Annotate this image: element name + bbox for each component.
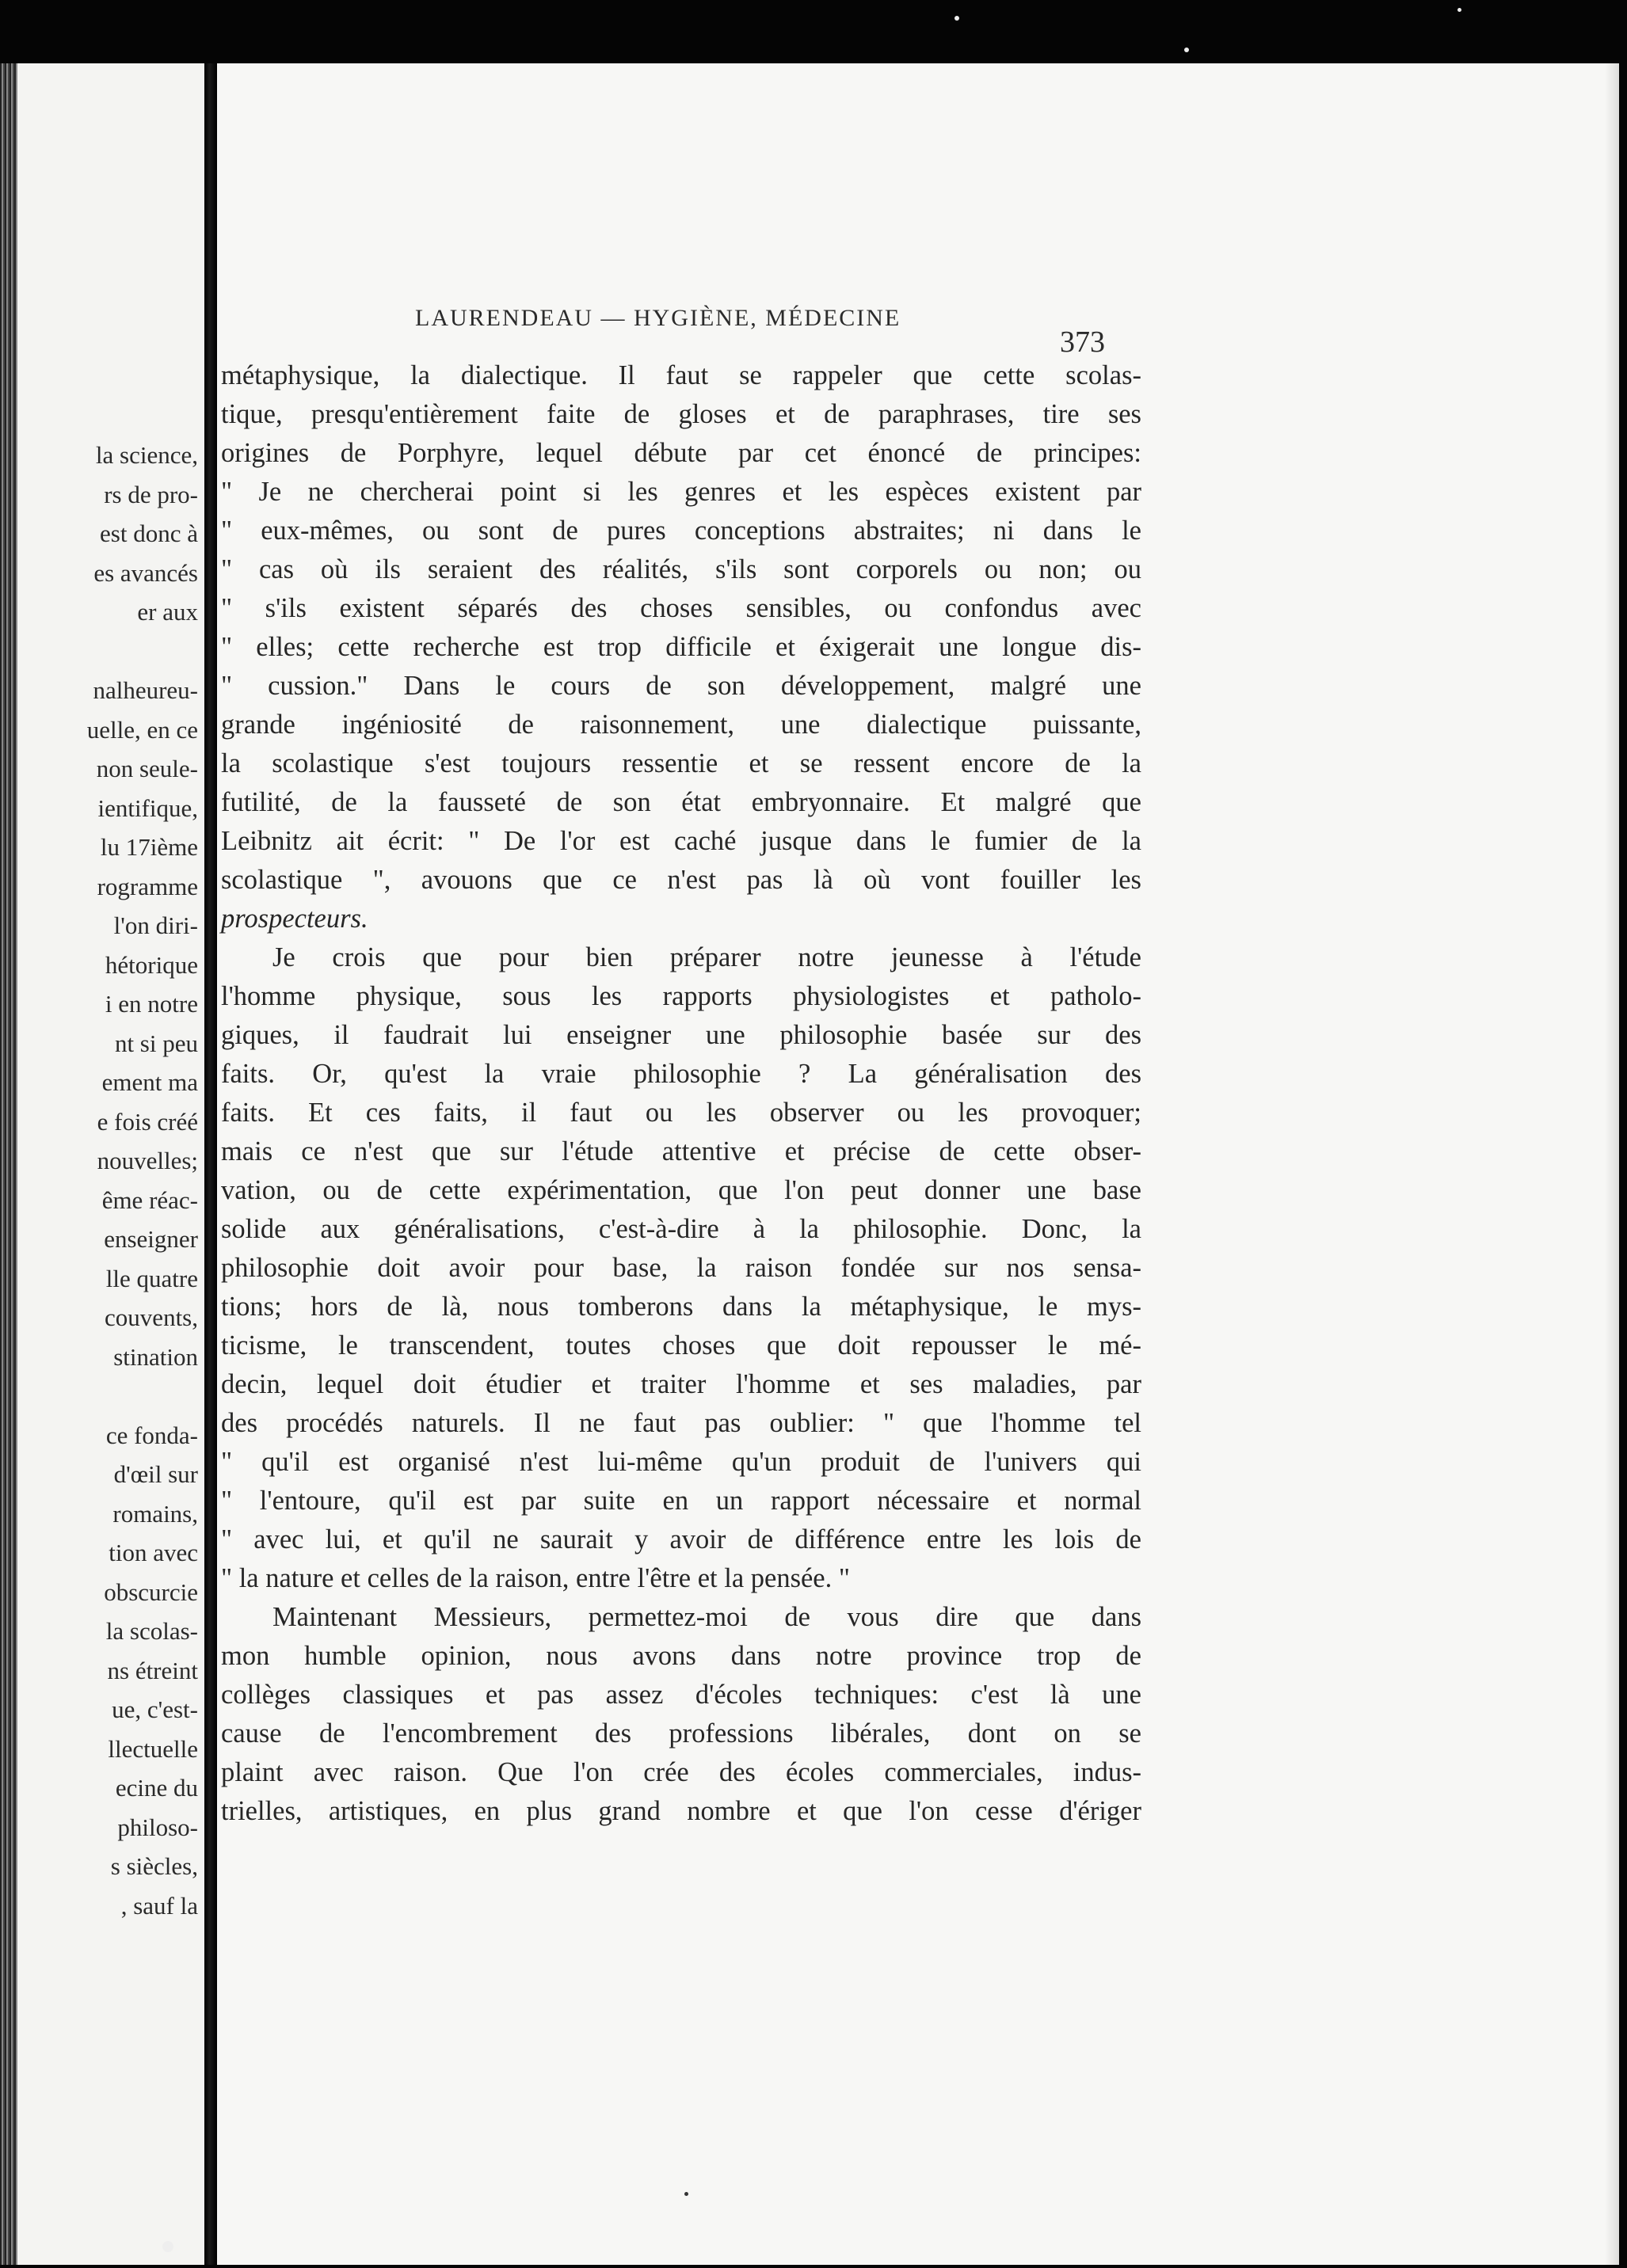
left-page-line: uelle, en ce: [86, 715, 198, 744]
text-line: " elles; cette recherche est trop difficile et éxigerait une longue dis-: [221, 632, 1141, 662]
text-line: mon humble opinion, nous avons dans notre province trop de: [221, 1641, 1141, 1671]
text-line: " Je ne chercherai point si les genres et les espèces existent par: [221, 477, 1141, 507]
left-page-line: la scolas-: [105, 1617, 198, 1645]
left-page-line: [0, 1376, 198, 1416]
scan-speck: [1457, 8, 1461, 12]
left-page-line: obscurcie: [104, 1577, 198, 1606]
text-line: tions; hors de là, nous tomberons dans la métaphysique, le mys-: [221, 1292, 1141, 1322]
left-page-line: nalheureu-: [93, 676, 198, 704]
scan-speck: [162, 2241, 173, 2252]
left-page-line: nt si peu: [114, 1029, 198, 1057]
left-page-line: nouvelles;: [97, 1147, 198, 1174]
left-page-line: romains,: [112, 1499, 198, 1528]
left-page-line: s siècles,: [110, 1852, 198, 1880]
body-text: [221, 356, 1141, 1831]
left-page-line: couvents,: [105, 1303, 198, 1331]
text-line: philosophie doit avoir pour base, la raison fondée sur nos sensa-: [221, 1253, 1141, 1283]
left-page-line: i en notre: [105, 990, 198, 1018]
left-page-line: ue, c'est-: [112, 1695, 198, 1723]
text-line: ticisme, le transcendent, toutes choses que doit repousser le mé-: [221, 1330, 1141, 1360]
text-line: prospecteurs.: [221, 904, 368, 934]
scan-speck: [954, 16, 959, 21]
text-line: " cas où ils seraient des réalités, s'ils sont corporels ou non; ou: [221, 554, 1141, 584]
text-line: " qu'il est organisé n'est lui-même qu'un produit de l'univers qui: [221, 1447, 1141, 1477]
left-page-line: hétorique: [105, 950, 198, 979]
text-line: Leibnitz ait écrit: " De l'or est caché jusque dans le fumier de la: [221, 826, 1141, 856]
left-page-line: lle quatre: [105, 1264, 198, 1292]
left-page-text: [0, 436, 198, 1925]
left-page-line: er aux: [137, 598, 198, 626]
text-line: des procédés naturels. Il ne faut pas oublier: " que l'homme tel: [221, 1408, 1141, 1438]
text-line: scolastique ", avouons que ce n'est pas là où vont fouiller les: [221, 865, 1141, 895]
left-page-line: philoso-: [117, 1813, 198, 1841]
book-gutter: [204, 63, 217, 2265]
text-line: métaphysique, la dialectique. Il faut se rappeler que cette scolas-: [221, 360, 1141, 390]
left-page-line: ecine du: [115, 1774, 198, 1802]
text-line: " la nature et celles de la raison, entre l'être et la pensée. ": [221, 1563, 850, 1593]
page-number: 373: [1060, 325, 1105, 359]
left-page-line: la science,: [95, 441, 198, 469]
page-fold-shadow: [1605, 63, 1619, 2265]
scan-speck: [1184, 48, 1189, 52]
left-page-line: llectuelle: [108, 1734, 198, 1763]
right-page: [217, 63, 1619, 2265]
left-page-line: est donc à: [100, 519, 198, 547]
text-line: faits. Or, qu'est la vraie philosophie ? La généralisation des: [221, 1059, 1141, 1089]
text-line: " cussion." Dans le cours de son développement, malgré une: [221, 671, 1141, 701]
left-page-line: rs de pro-: [104, 480, 198, 508]
left-page-line: ement ma: [101, 1068, 198, 1096]
left-page-line: [0, 632, 198, 672]
left-page-line: e fois créé: [97, 1107, 198, 1136]
left-page: [0, 63, 204, 2265]
text-line: Maintenant Messieurs, permettez-moi de vous dire que dans: [272, 1602, 1141, 1632]
left-page-line: ns étreint: [107, 1656, 198, 1684]
left-page-line: tion avec: [109, 1539, 198, 1566]
text-line: plaint avec raison. Que l'on crée des écoles commerciales, indus-: [221, 1757, 1141, 1787]
text-line: cause de l'encombrement des professions libérales, dont on se: [221, 1718, 1141, 1749]
left-page-line: ême réac-: [101, 1185, 198, 1214]
text-line: grande ingéniosité de raisonnement, une dialectique puissante,: [221, 710, 1141, 740]
text-line: solide aux généralisations, c'est-à-dire à la philosophie. Donc, la: [221, 1214, 1141, 1244]
left-page-line: ientifique,: [97, 793, 198, 822]
text-line: l'homme physique, sous les rapports physiologistes et patholo-: [221, 981, 1141, 1011]
left-page-line: stination: [113, 1342, 198, 1371]
text-line: " avec lui, et qu'il ne saurait y avoir de différence entre les lois de: [221, 1524, 1141, 1554]
text-line: " l'entoure, qu'il est par suite en un rapport nécessaire et normal: [221, 1486, 1141, 1516]
text-line: giques, il faudrait lui enseigner une philosophie basée sur des: [221, 1020, 1141, 1050]
text-line: futilité, de la fausseté de son état embryonnaire. Et malgré que: [221, 787, 1141, 817]
text-line: faits. Et ces faits, il faut ou les observer ou les provoquer;: [221, 1098, 1141, 1128]
text-line: vation, ou de cette expérimentation, que l'on peut donner une base: [221, 1175, 1141, 1205]
text-line: tique, presqu'entièrement faite de gloses et de paraphrases, tire ses: [221, 399, 1141, 429]
left-page-line: , sauf la: [120, 1891, 198, 1920]
text-line: trielles, artistiques, en plus grand nombre et que l'on cesse d'ériger: [221, 1796, 1141, 1826]
left-page-line: l'on diri-: [113, 911, 198, 939]
left-page-line: ce fonda-: [105, 1421, 198, 1449]
text-line: Je crois que pour bien préparer notre jeunesse à l'étude: [272, 942, 1141, 972]
left-page-line: es avancés: [93, 558, 198, 587]
text-line: " eux-mêmes, ou sont de pures conceptions abstraites; ni dans le: [221, 516, 1141, 546]
ink-speck: [684, 2192, 688, 2196]
text-line: la scolastique s'est toujours ressentie et se ressent encore de la: [221, 748, 1141, 778]
text-line: collèges classiques et pas assez d'écoles techniques: c'est là une: [221, 1680, 1141, 1710]
text-line: mais ce n'est que sur l'étude attentive et précise de cette obser-: [221, 1136, 1141, 1166]
text-line: origines de Porphyre, lequel débute par cet énoncé de principes:: [221, 438, 1141, 468]
left-page-line: lu 17ième: [100, 833, 198, 861]
running-head: LAURENDEAU — HYGIÈNE, MÉDECINE: [415, 305, 901, 331]
left-page-line: d'œil sur: [113, 1460, 198, 1488]
left-page-line: rogramme: [97, 872, 198, 900]
text-line: decin, lequel doit étudier et traiter l'homme et ses maladies, par: [221, 1369, 1141, 1399]
left-page-line: non seule-: [96, 755, 198, 782]
left-page-line: enseigner: [104, 1225, 198, 1253]
text-line: " s'ils existent séparés des choses sensibles, ou confondus avec: [221, 593, 1141, 623]
